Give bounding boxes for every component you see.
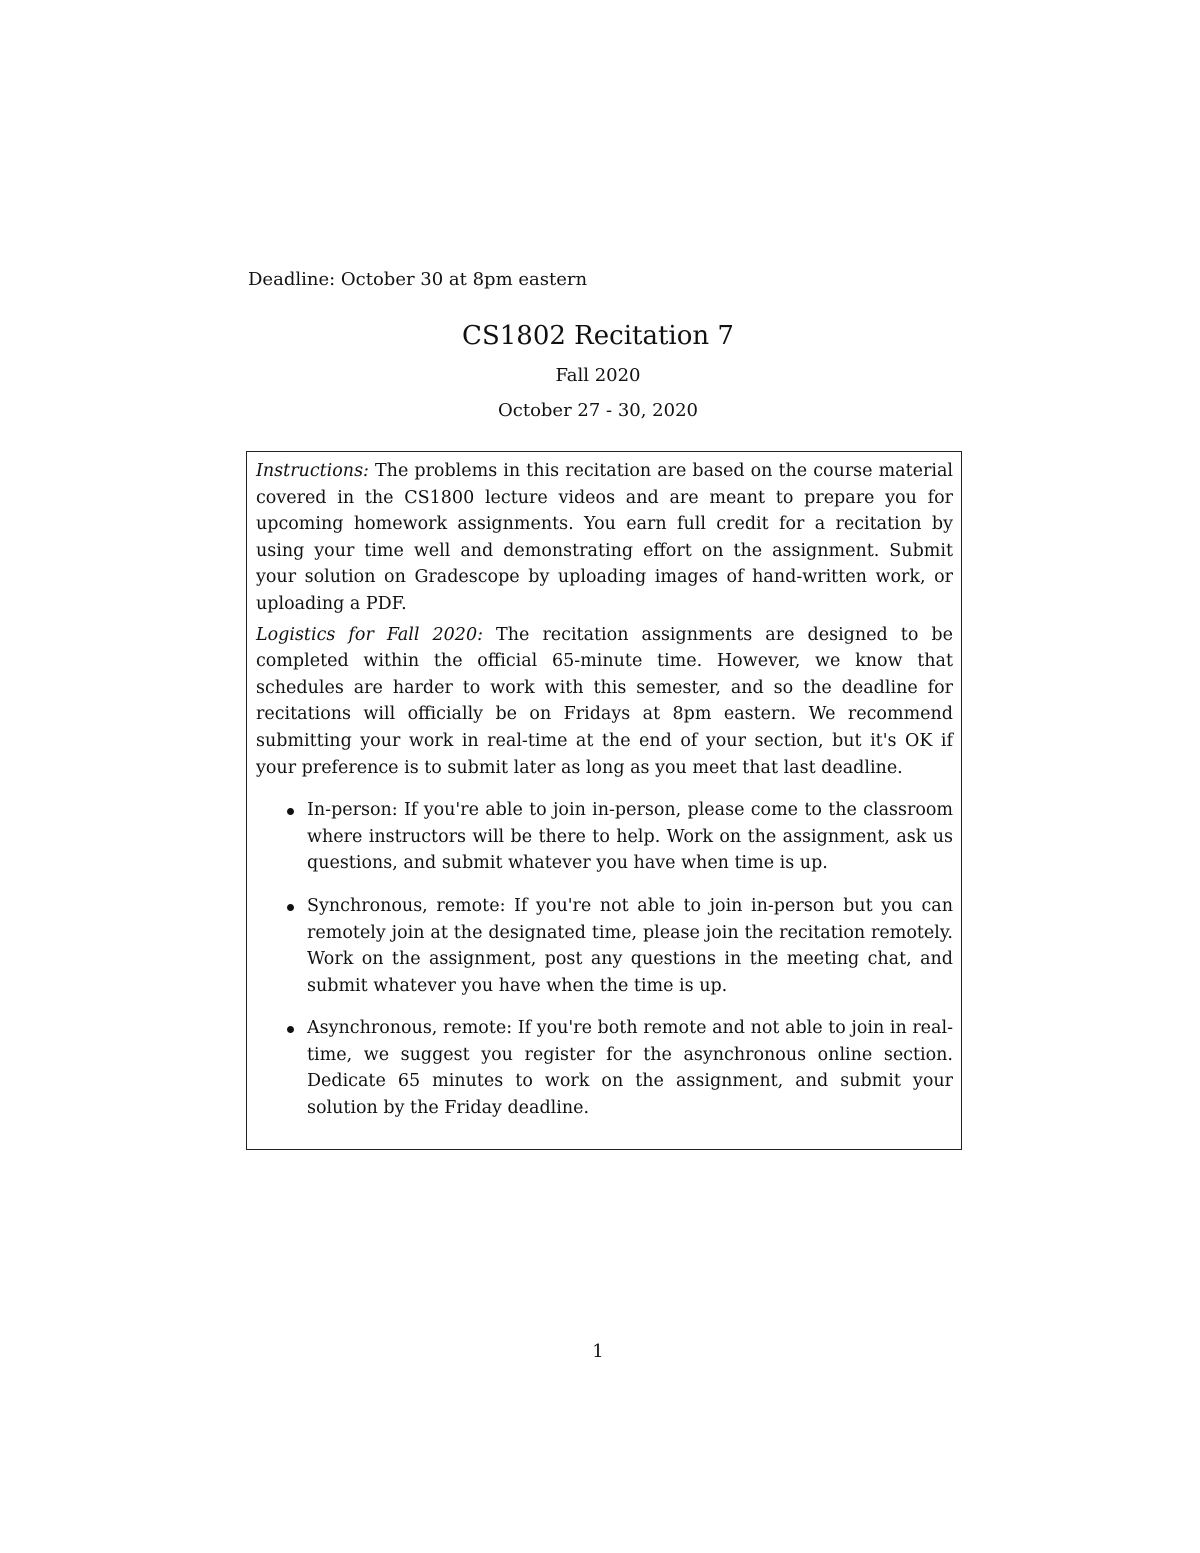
logistics-text: The recitation assignments are designed to be completed within the official 65-minute time. However, we know that schedules are harder to work with this semester, and so the deadline for recitations will officially be on Fridays at 8pm eastern. We recommend submitting your work in real-time at the end of your section, but it's OK if your preference is to submit later as long as you meet that last deadline. — [256, 624, 953, 778]
instructions-label: Instructions: — [256, 461, 369, 481]
instructions-paragraph — [256, 458, 953, 618]
instructions-text: The problems in this recitation are based on the course material covered in the CS1800 lecture videos and are meant to prepare you for upcoming homework assignments. You earn full credit for a recitation by using your time well and demonstrating effort on the assignment. Submit your solution on Gradescope by uploading images of hand-written work, or uploading a PDF. — [256, 461, 953, 614]
instructions-box — [246, 451, 962, 1150]
bullet-icon — [287, 808, 294, 815]
bullet-icon — [287, 904, 294, 911]
list-item-text: Synchronous, remote: If you're not able to join in-person but you can remotely join at the designated time, please join the recitation remotely. Work on the assignment, post any questions in the meeting chat, and submit whatever you have when the time is up. — [307, 895, 953, 996]
document-title: CS1802 Recitation 7 — [462, 321, 734, 351]
bullet-icon — [287, 1026, 294, 1033]
deadline-text: Deadline: October 30 at 8pm eastern — [248, 269, 588, 290]
date-range-text: October 27 - 30, 2020 — [498, 400, 698, 421]
list-item-text: In-person: If you're able to join in-person, please come to the classroom where instructors will be there to help. Work on the assignment, ask us questions, and submit whatever you have when time is up. — [307, 800, 953, 874]
logistics-paragraph — [256, 622, 953, 782]
term-text: Fall 2020 — [555, 365, 641, 386]
list-item-in-person — [307, 797, 953, 877]
list-item-text: Asynchronous, remote: If you're both remote and not able to join in real-time, we suggest you register for the asynchronous online section. Dedicate 65 minutes to work on the assignment, and submit your solution by the Friday deadline. — [307, 1018, 953, 1119]
list-item-asynchronous-remote — [307, 1015, 953, 1121]
page-number: 1 — [592, 1341, 604, 1362]
list-item-synchronous-remote — [307, 893, 953, 999]
logistics-label: Logistics for Fall 2020: — [256, 624, 483, 645]
attendance-options-list — [256, 797, 953, 1122]
